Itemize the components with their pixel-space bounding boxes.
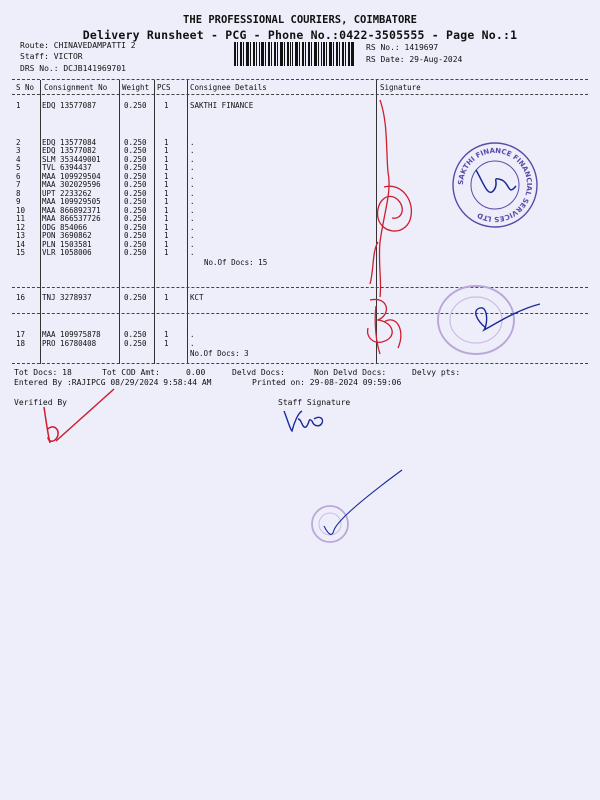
table-row <box>0 231 600 240</box>
row-sno: 14 <box>16 240 26 249</box>
route-info: Route: CHINAVEDAMPATTI 2 <box>20 41 136 50</box>
row-consignment: MAA 109975878 <box>42 330 101 339</box>
row-pcs: 1 <box>164 240 169 249</box>
row-pcs: 1 <box>164 101 169 110</box>
row-consignee: . <box>190 223 195 232</box>
faint-bottom-stamp <box>306 468 406 553</box>
verified-signature <box>34 385 124 450</box>
row-pcs: 1 <box>164 197 169 206</box>
row-consignee: . <box>190 189 195 198</box>
col-consignee: Consignee Details <box>190 83 267 92</box>
row-weight: 0.250 <box>124 214 147 223</box>
row-pcs: 1 <box>164 172 169 181</box>
row-weight: 0.250 <box>124 231 147 240</box>
row-consignment: MAA 109929504 <box>42 172 101 181</box>
col-signature: Signature <box>380 83 421 92</box>
row-consignee: . <box>190 155 195 164</box>
row-pcs: 1 <box>164 330 169 339</box>
row-sno: 15 <box>16 248 26 257</box>
drs-number: DRS No.: DCJB141969701 <box>20 64 126 73</box>
row-pcs: 1 <box>164 293 169 302</box>
row-weight: 0.250 <box>124 172 147 181</box>
row-weight: 0.250 <box>124 197 147 206</box>
row-weight: 0.250 <box>124 206 147 215</box>
staff-info: Staff: VICTOR <box>20 52 83 61</box>
row-weight: 0.250 <box>124 189 147 198</box>
row-consignment: PLN 1503581 <box>42 240 92 249</box>
verified-by-label: Verified By <box>14 398 67 407</box>
row-weight: 0.250 <box>124 248 147 257</box>
row-consignment: EDQ 13577087 <box>42 101 97 110</box>
non-delivered-docs: Non Delvd Docs: <box>314 368 387 377</box>
row-pcs: 1 <box>164 163 169 172</box>
row-weight: 0.250 <box>124 293 147 302</box>
row-weight: 0.250 <box>124 163 147 172</box>
row-pcs: 1 <box>164 206 169 215</box>
row-sno: 12 <box>16 223 26 232</box>
table-bottom-rule <box>12 363 588 364</box>
company-title: THE PROFESSIONAL COURIERS, COIMBATORE <box>183 14 417 26</box>
svg-text:SAKTHI FINANCE FINANCIAL SERVI <box>457 147 533 223</box>
row-sno: 16 <box>16 293 26 302</box>
total-cod-label: Tot COD Amt: <box>102 368 160 377</box>
header-top-rule <box>12 79 588 80</box>
row-consignment: MAA 866892371 <box>42 206 101 215</box>
row-consignment: TNJ 3278937 <box>42 293 92 302</box>
group-docs-count: No.Of Docs: 15 <box>204 258 268 267</box>
row-consignment: UPT 2233262 <box>42 189 92 198</box>
row-weight: 0.250 <box>124 330 147 339</box>
row-sno: 4 <box>16 155 21 164</box>
row-consignment: ODG 854066 <box>42 223 88 232</box>
row-sno: 3 <box>16 146 21 155</box>
row-consignee: . <box>190 248 195 257</box>
row-consignment: EDQ 13577082 <box>42 146 97 155</box>
col-weight: Weight <box>122 83 150 92</box>
row-weight: 0.250 <box>124 138 147 147</box>
row-consignment: VLR 1058006 <box>42 248 92 257</box>
row-weight: 0.250 <box>124 339 147 348</box>
header-bottom-rule <box>12 94 588 95</box>
row-sno: 11 <box>16 214 26 223</box>
col-sno: S No <box>16 83 35 92</box>
row-pcs: 1 <box>164 189 169 198</box>
row-pcs: 1 <box>164 248 169 257</box>
row-sno: 8 <box>16 189 21 198</box>
row-sno: 10 <box>16 206 26 215</box>
table-row <box>0 101 600 110</box>
row-consignee: . <box>190 330 195 339</box>
row-pcs: 1 <box>164 138 169 147</box>
row-sno: 9 <box>16 197 21 206</box>
row-pcs: 1 <box>164 155 169 164</box>
row-consignment: SLM 353449001 <box>42 155 101 164</box>
col-consignment: Consignment No <box>44 83 108 92</box>
group-docs-count: No.Of Docs: 3 <box>190 349 249 358</box>
row-consignment: PON 3690862 <box>42 231 92 240</box>
row-pcs: 1 <box>164 180 169 189</box>
row-sno: 18 <box>16 339 26 348</box>
row-consignment: TVL 6394437 <box>42 163 92 172</box>
row-weight: 0.250 <box>124 223 147 232</box>
row-consignee: . <box>190 138 195 147</box>
col-pcs: PCS <box>157 83 171 92</box>
row-consignment: MAA 302029596 <box>42 180 101 189</box>
row-pcs: 1 <box>164 339 169 348</box>
delivered-docs: Delvd Docs: <box>232 368 285 377</box>
barcode <box>234 42 354 66</box>
stamp-text: SAKTHI FINANCE FINANCIAL SERVICES LTD <box>456 146 534 224</box>
row-consignee: SAKTHI FINANCE <box>190 101 254 110</box>
row-consignee: . <box>190 172 195 181</box>
staff-signature-label: Staff Signature <box>278 398 351 407</box>
row-consignee: . <box>190 339 195 348</box>
rs-date: RS Date: 29-Aug-2024 <box>366 55 463 64</box>
company-stamp <box>450 140 540 230</box>
row-consignee: . <box>190 240 195 249</box>
row-weight: 0.250 <box>124 180 147 189</box>
row-consignee: . <box>190 163 195 172</box>
delivery-points: Delvy pts: <box>412 368 461 377</box>
row-consignee: . <box>190 180 195 189</box>
row-weight: 0.250 <box>124 240 147 249</box>
row-pcs: 1 <box>164 223 169 232</box>
row-consignment: MAA 109929505 <box>42 197 101 206</box>
row-sno: 2 <box>16 138 21 147</box>
row-consignee: . <box>190 231 195 240</box>
row-consignee: KCT <box>190 293 204 302</box>
total-docs: Tot Docs: 18 <box>14 368 72 377</box>
table-row <box>0 248 600 257</box>
row-sno: 1 <box>16 101 21 110</box>
row-consignee: . <box>190 197 195 206</box>
row-consignment: MAA 866537726 <box>42 214 101 223</box>
staff-signature <box>280 405 330 435</box>
runsheet-subtitle: Delivery Runsheet - PCG - Phone No.:0422-3505555 - Page No.:1 <box>82 28 518 42</box>
entered-by: Entered By :RAJIPCG 08/29/2024 9:58:44 AM <box>14 378 212 387</box>
row-pcs: 1 <box>164 231 169 240</box>
printed-on: Printed on: 29-08-2024 09:59:06 <box>252 378 402 387</box>
faint-stamp <box>432 280 542 360</box>
row-sno: 13 <box>16 231 26 240</box>
row-weight: 0.250 <box>124 146 147 155</box>
row-weight: 0.250 <box>124 101 147 110</box>
row-sno: 7 <box>16 180 21 189</box>
row-consignment: PRO 16780408 <box>42 339 97 348</box>
row-sno: 5 <box>16 163 21 172</box>
row-consignee: . <box>190 206 195 215</box>
row-sno: 17 <box>16 330 26 339</box>
total-cod-value: 0.00 <box>186 368 206 377</box>
row-consignment: EDQ 13577084 <box>42 138 97 147</box>
row-pcs: 1 <box>164 146 169 155</box>
rs-number: RS No.: 1419697 <box>366 43 439 52</box>
row-consignee: . <box>190 146 195 155</box>
row-weight: 0.250 <box>124 155 147 164</box>
row-consignee: . <box>190 214 195 223</box>
red-signature-marks <box>358 92 428 362</box>
row-sno: 6 <box>16 172 21 181</box>
row-pcs: 1 <box>164 214 169 223</box>
